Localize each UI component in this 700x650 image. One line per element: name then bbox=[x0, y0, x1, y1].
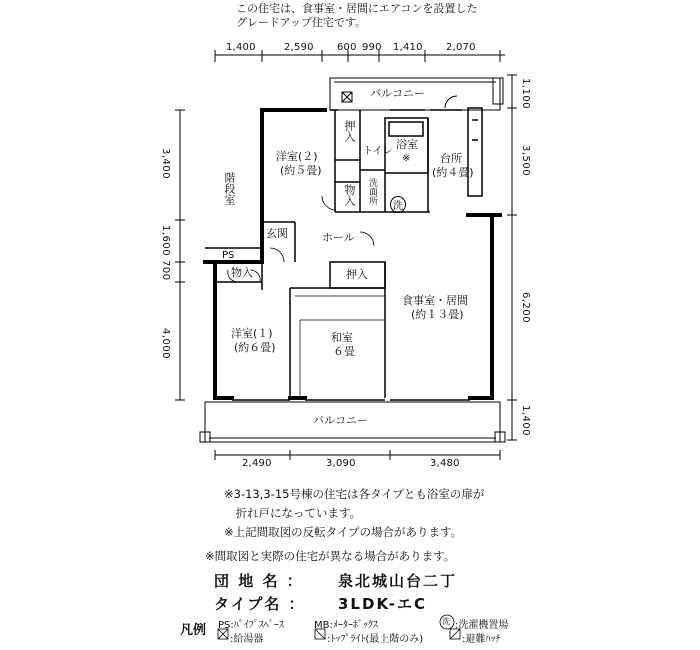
legend-kyuto: :給湯器 bbox=[230, 634, 264, 645]
dim-bottom-1: 2,490 bbox=[242, 458, 272, 469]
room-yoshitsu1-name: 洋室(１) bbox=[231, 327, 273, 340]
note-3: ※間取図と実際の住宅が異なる場合があります。 bbox=[205, 549, 456, 563]
dim-right-2: 3,500 bbox=[520, 145, 531, 177]
dim-top-5: 1,410 bbox=[393, 42, 423, 53]
room-senmen: 洗面所 bbox=[367, 178, 377, 205]
room-kitchen-size: (約４畳) bbox=[432, 166, 474, 179]
header-line-1: この住宅は、食事室・居間にエアコンを設置した bbox=[236, 2, 478, 15]
room-yoshitsu1-size: (約６畳) bbox=[234, 341, 276, 354]
legend-ps: PS:ﾊﾟｲﾌﾟｽﾍﾟｰｽ bbox=[218, 620, 284, 631]
dim-bottom-3: 3,480 bbox=[430, 458, 460, 469]
legend-toplight: :ﾄｯﾌﾟﾗｲﾄ(最上階のみ) bbox=[327, 634, 424, 645]
danchi-label: 団 地 名 ： bbox=[214, 572, 304, 590]
dim-top-6: 2,070 bbox=[446, 42, 476, 53]
room-ps: PS bbox=[222, 250, 235, 261]
room-oshiire-top: 押入 bbox=[343, 120, 356, 142]
dim-top-1: 1,400 bbox=[226, 42, 256, 53]
room-hall: ホール bbox=[322, 231, 355, 244]
dim-left-1: 3,400 bbox=[160, 148, 171, 180]
header-line-2: グレードアップ住宅です。 bbox=[236, 16, 367, 29]
room-dining-size: (約１３畳) bbox=[411, 308, 464, 321]
note-2: ※上記間取図の反転タイプの場合があります。 bbox=[224, 525, 463, 539]
type-value: 3LDK-エC bbox=[338, 595, 428, 613]
legend-sen: :洗濯機置場 bbox=[455, 620, 509, 631]
water-heater-icon-top bbox=[342, 92, 352, 102]
dim-top-2: 2,590 bbox=[284, 42, 314, 53]
dim-left-3: 700 bbox=[160, 260, 171, 281]
room-toilet: トイレ bbox=[363, 146, 393, 157]
room-yoshitsu2-size: (約５畳) bbox=[280, 164, 322, 177]
dim-left-2: 1,600 bbox=[160, 225, 171, 257]
dim-left-4: 4,000 bbox=[160, 328, 171, 360]
room-sen-mark: 洗 bbox=[390, 196, 406, 213]
danchi-value: 泉北城山台二丁 bbox=[338, 572, 458, 590]
legend-hinan: :避難ﾊｯﾁ bbox=[462, 634, 501, 645]
balcony-top-label: バルコニー bbox=[370, 87, 425, 100]
dim-top-3: 600 bbox=[337, 42, 357, 53]
legend-sen-mark: 洗 bbox=[442, 617, 450, 626]
room-kitchen-name: 台所 bbox=[440, 152, 462, 165]
room-oshiire-mid: 押入 bbox=[346, 268, 368, 281]
legend-mb: MB:ﾒｰﾀｰﾎﾞｯｸｽ bbox=[314, 620, 378, 631]
note-1a: ※3-13,3-15号棟の住宅は各タイプとも浴室の扉が bbox=[224, 487, 485, 501]
dim-right-1: 1,100 bbox=[520, 78, 531, 110]
dim-right-4: 1,400 bbox=[520, 405, 531, 437]
dim-top-4: 990 bbox=[362, 42, 382, 53]
dim-right-3: 6,200 bbox=[520, 292, 531, 324]
room-monooki: 物入 bbox=[343, 184, 356, 206]
dim-bottom-2: 3,090 bbox=[326, 458, 356, 469]
room-genkan: 玄関 bbox=[266, 227, 288, 240]
type-label: タイプ名 ： bbox=[214, 595, 306, 613]
legend-title: 凡例 bbox=[180, 623, 207, 638]
room-washitsu-size: ６畳 bbox=[333, 345, 355, 358]
bath-mark: ※ bbox=[402, 153, 411, 164]
room-yoshitsu2-name: 洋室(２) bbox=[276, 150, 318, 163]
room-bathroom: 浴室 bbox=[396, 138, 418, 151]
room-monooki-left: 物入 bbox=[231, 266, 253, 279]
note-1b: 折れ戸になっています。 bbox=[224, 506, 362, 520]
door-arc-balcony bbox=[445, 96, 457, 108]
balcony-bottom-label: バルコニー bbox=[313, 414, 368, 427]
room-stairs: 階段室 bbox=[223, 172, 236, 205]
room-dining-name: 食事室・居間 bbox=[402, 294, 468, 307]
room-washitsu-name: 和室 bbox=[331, 331, 353, 344]
